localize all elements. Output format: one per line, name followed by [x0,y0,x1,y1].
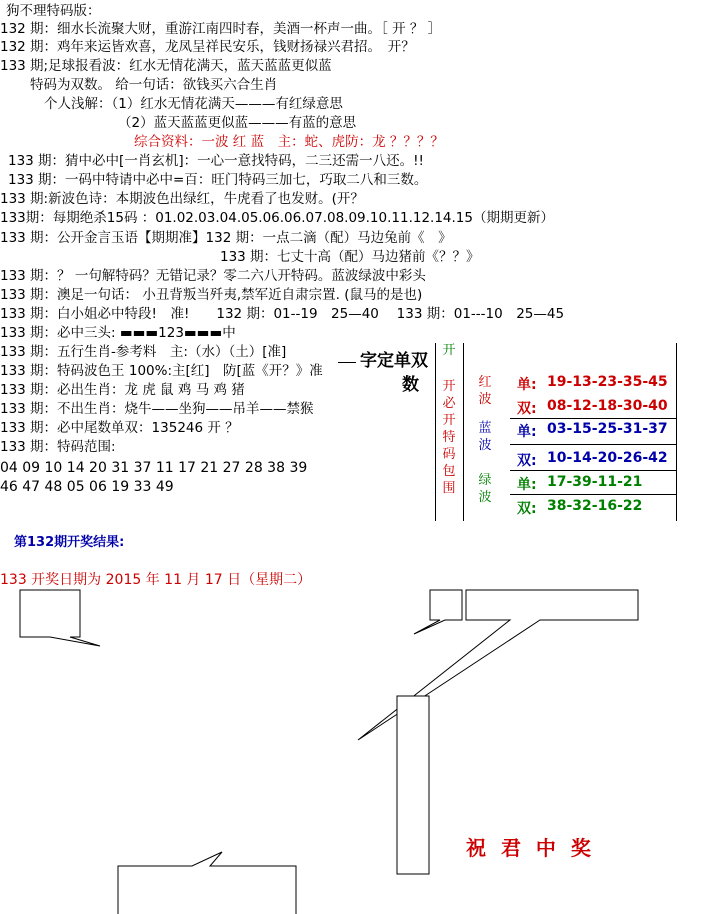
table-border [463,343,464,521]
red-double-value: 08-12-18-30-40 [547,398,668,414]
callout-box [397,696,429,874]
callout-box [414,590,462,634]
blue-single-value: 03-15-25-31-37 [547,421,668,437]
table-border [435,343,436,521]
text-line: 133 期：特码波色王 100%:主[红] 防[蓝《开？》准 [0,363,323,379]
green-single-key: 单: [517,477,537,493]
blue-wave-label: 蓝波 [478,421,492,453]
text-line: 133期：每期绝杀15码 ：01.02.03.04.05.06.06.07.08.09.10.11.12.14.15（期期更新） [0,210,554,226]
text-line: 个人浅解：（1）红水无情花满天———有红绿意思 [44,96,343,112]
divider [338,362,356,363]
table-border [510,494,676,495]
table-border [510,470,676,471]
results-heading: 第132期开奖结果: [14,535,125,550]
red-double-key: 双: [517,401,537,417]
callout-shapes [0,580,720,914]
table-border [510,444,676,445]
text-line: 133 期：猜中必中[一肖玄机]：一心一意找特码，二三还需一八还。!! [8,153,424,169]
red-single-key: 单: [517,377,537,393]
text-line: （2）蓝天蓝蓝更似蓝———有蓝的意思 [118,115,357,131]
text-line: 133 期：澳足一句话： 小丑背叛当歼夷,禁军近自肃宗置. (鼠马的是也) [0,287,423,303]
text-line: 133 期:新波色诗：本期波色出绿红，牛虎看了也发财。(开？ [0,191,364,207]
draw-date-text: 开奖日期为 2015 年 11 月 17 日（星期二） [26,572,312,588]
number-range-line: 04 09 10 14 20 31 37 11 17 21 27 28 38 39 [0,460,308,476]
overlay-text: 数 [402,375,419,395]
callout-box [20,590,100,646]
page-title: 狗不理特码版： [6,3,101,19]
text-line: 133 期：公开金言玉语【期期准】132 期：一点二滴（配）马边兔前《 》 [0,230,452,246]
text-line: 133 期：七丈十高（配）马边猪前《？？》 [220,249,480,265]
text-line: 133 期：一码中特请中必中=百：旺门特码三加七，巧取二八和三数。 [8,172,428,188]
text-line: 133 期：五行生肖-参考料 主:（水）（土）[准] [0,344,287,360]
text-line: 133 期：特码范围: [0,439,116,455]
overlay-text: 字定单双 [360,351,428,371]
draw-date-prefix: 133 [0,572,27,588]
table-border [676,343,677,521]
blue-single-key: 单: [517,424,537,440]
vertical-label: 开必开特码包围 [442,379,456,496]
table-border [510,418,676,419]
text-line: 133 期：必出生肖：龙 虎 鼠 鸡 马 鸡 猪 [0,382,245,398]
text-line: 133 期：不出生肖：烧牛——坐狗——吊羊——禁猴 [0,401,314,417]
text-line: 133 期：白小姐必中特段! 准! 132 期：01--19 25—40 133 期：01---10 25—45 [0,306,565,322]
green-wave-label: 绿波 [478,473,492,505]
number-range-line: 46 47 48 05 06 19 33 49 [0,479,174,495]
green-single-value: 17-39-11-21 [547,474,643,490]
wish-text: 祝 君 中 奖 [466,836,595,860]
text-line: 133 期：必中三头: ▬▬▬123▬▬▬中 [0,325,236,341]
text-line: 133 期;足球报看波：红水无情花满天，蓝天蓝蓝更似蓝 [0,58,332,74]
callout-box [118,852,296,914]
text-line: 132 期：细水长流聚大财，重游江南四时春，美酒一杯声一曲。［ 开 ？ ］ [0,21,442,37]
green-double-key: 双: [517,501,537,517]
text-line: 特码为双数。 给一句话：欲钱买六合生肖 [30,77,278,93]
text-line: 133 期：？ 一句解特码？无错记录？零二六八开特码。蓝波绿波中彩头 [0,268,426,284]
red-single-value: 19-13-23-35-45 [547,374,668,390]
blue-double-value: 10-14-20-26-42 [547,450,668,466]
summary-line: 综合资料：一波 红 蓝 主：蛇、虎防：龙 ？？？？ [134,134,444,150]
blue-double-key: 双: [517,453,537,469]
vertical-prefix: 开 [442,343,456,358]
red-wave-label: 红波 [478,375,492,407]
text-line: 132 期：鸡年来运皆欢喜，龙凤呈祥民安乐，钱财扬禄兴君招。 开？ [0,39,415,55]
text-line: 133 期：必中尾数单双：135246 开 ？ [0,420,239,436]
green-double-value: 38-32-16-22 [547,498,643,514]
